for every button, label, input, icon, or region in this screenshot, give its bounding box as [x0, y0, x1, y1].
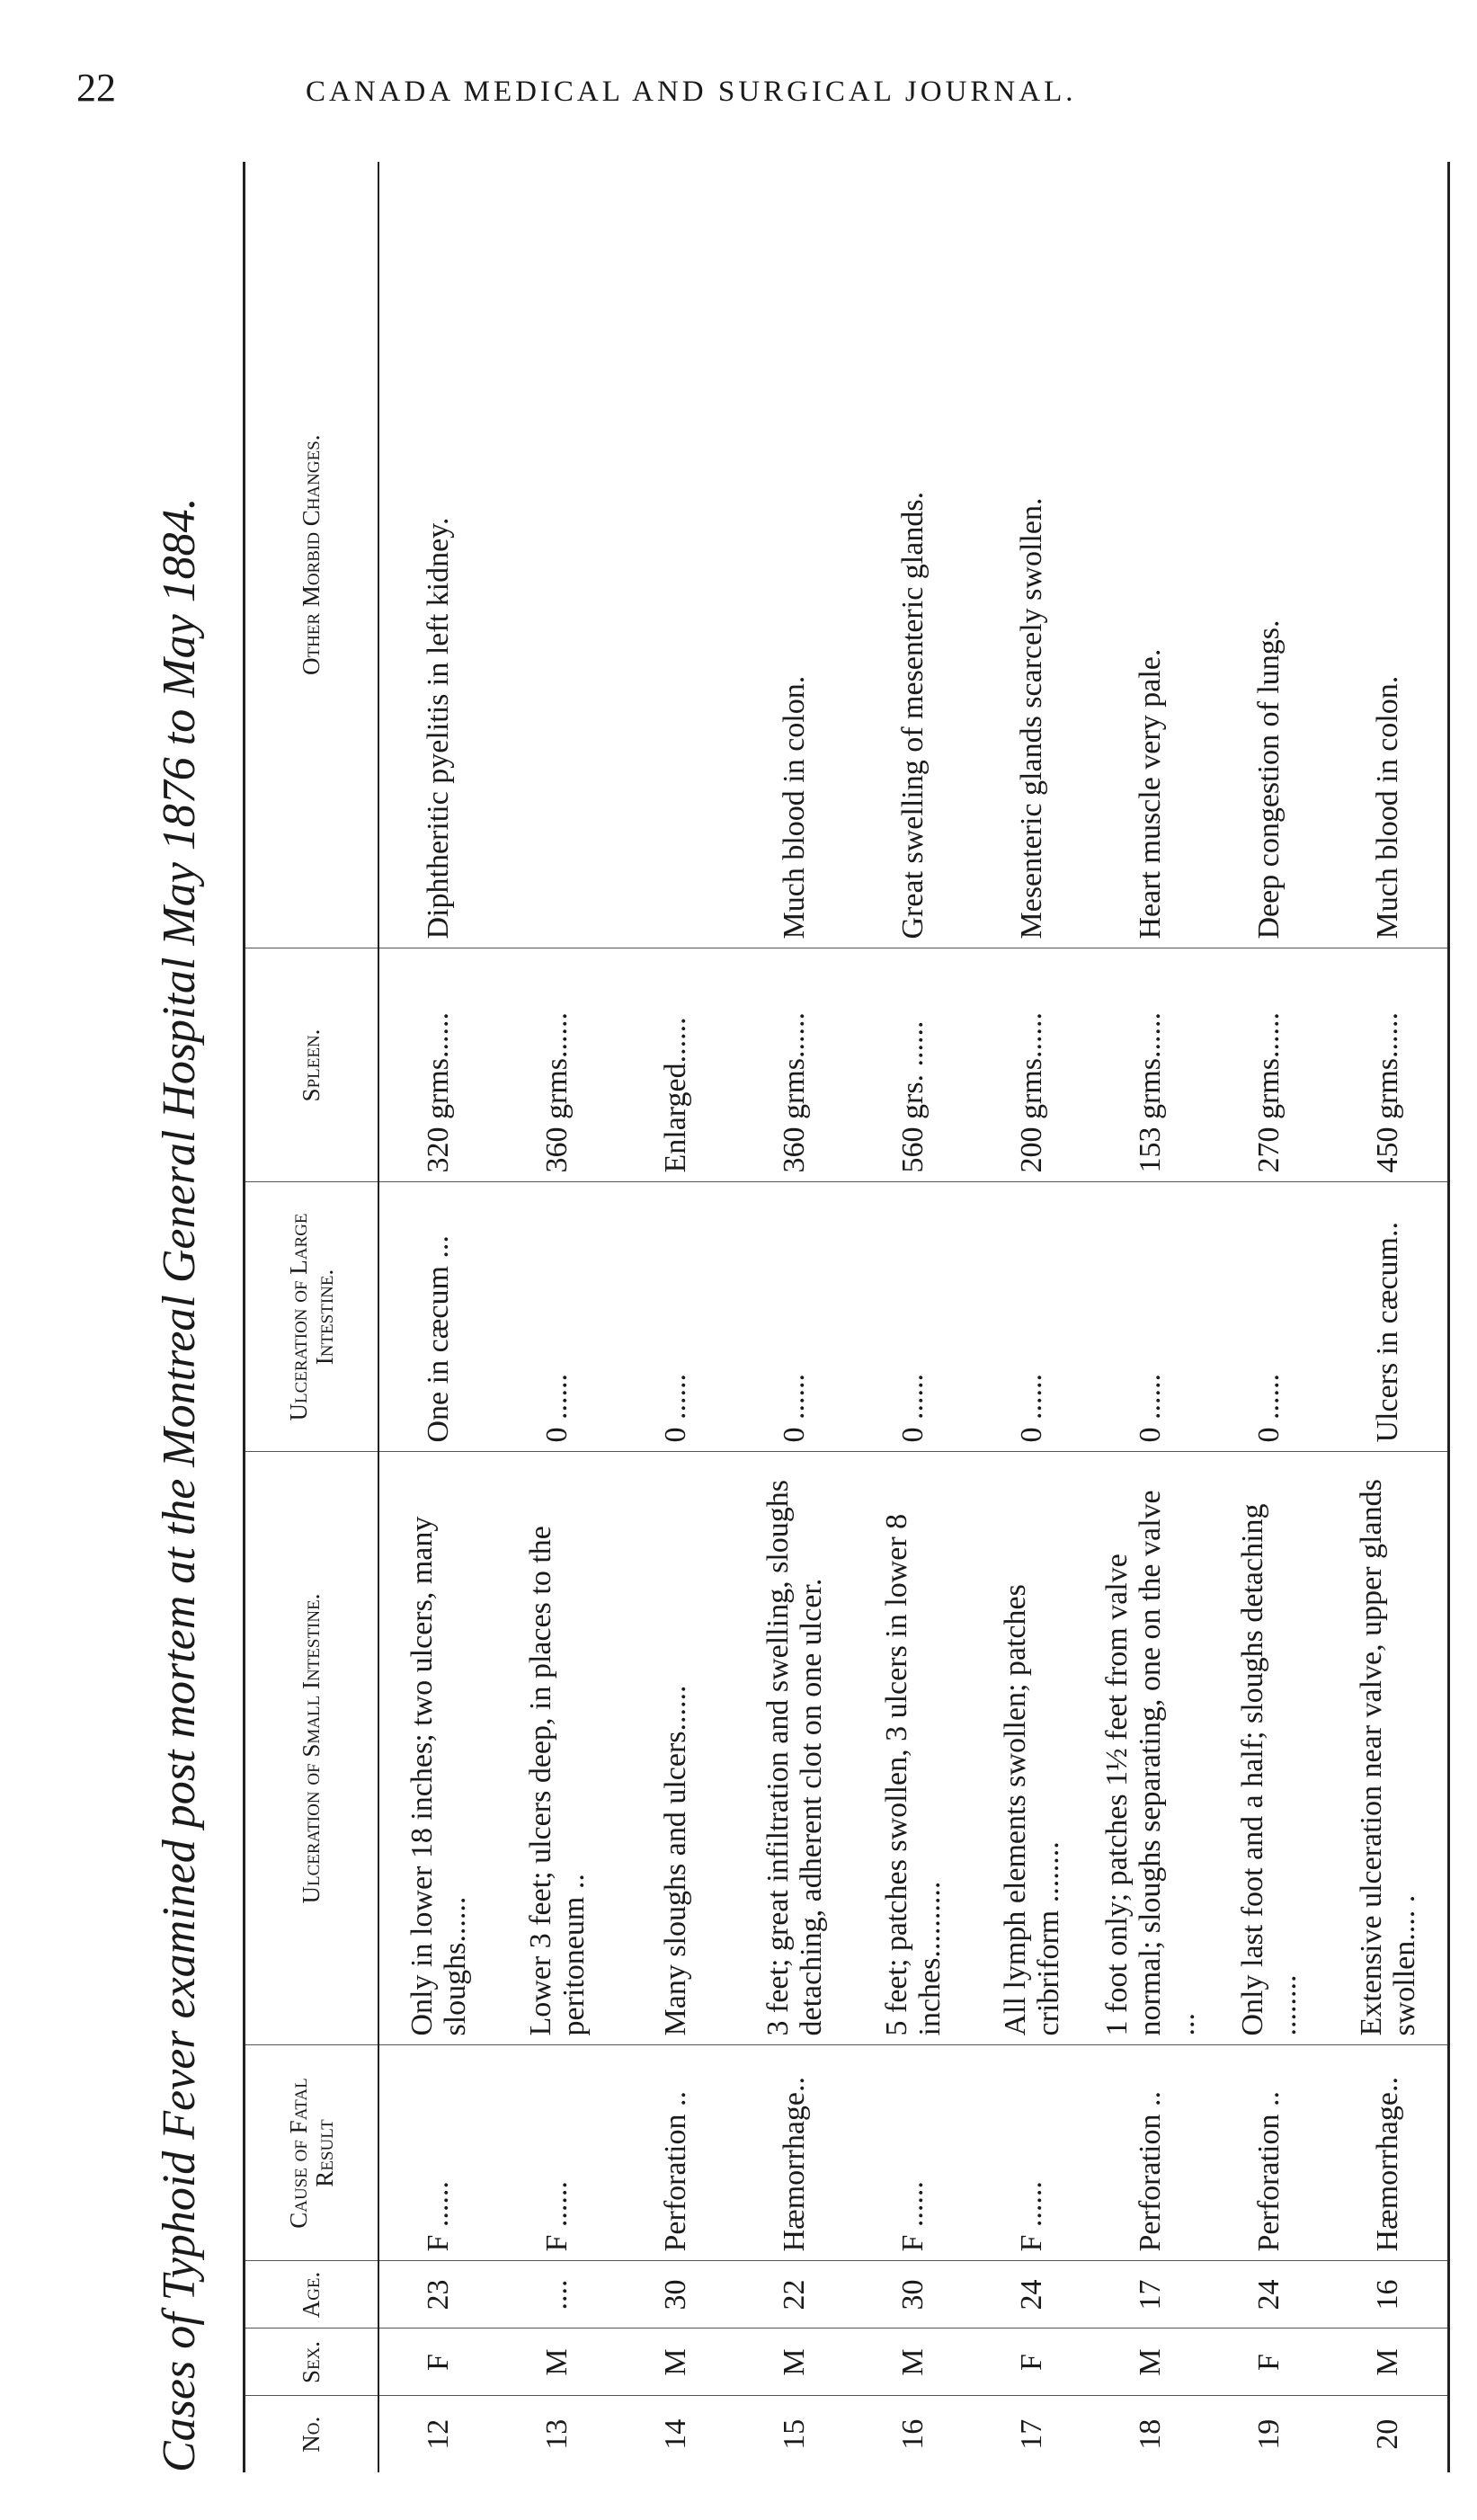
other-morbid-changes-cell: Deep congestion of lungs. [1252, 619, 1286, 939]
sex-cell: M [1329, 2329, 1449, 2396]
cause-of-fatal-result-cell: Hæmorrhage.. [735, 2045, 854, 2261]
small-intestine-ulceration-cell: 3 feet; great infiltration and swelling, sloughs detaching, adherent clot on one ulcer. [735, 1452, 854, 2045]
sex-cell: F [378, 2329, 498, 2396]
age-cell: 30 [854, 2261, 973, 2329]
case-number-cell: 16 [854, 2396, 973, 2472]
case-number-cell: 20 [1329, 2396, 1449, 2472]
column-header-small-intestine: Ulceration of Small Intestine. [245, 1452, 379, 2045]
large-intestine-ulceration-cell: One in cæcum ... [378, 1182, 498, 1452]
small-intestine-ulceration-cell: Only last foot and a half; sloughs detaching ........ [1210, 1452, 1329, 2045]
rotated-table-region [135, 162, 1421, 2472]
column-header-spleen: Spleen. [245, 948, 379, 1182]
column-header-age: Age. [245, 2261, 379, 2329]
sex-cell: M [854, 2329, 973, 2396]
typhoid-cases-table [243, 162, 1450, 2472]
age-cell: 24 [1210, 2261, 1329, 2329]
cause-of-fatal-result-cell: Hæmorrhage.. [1329, 2045, 1449, 2261]
column-header-large-intestine: Ulceration of Large Intestine. [245, 1182, 379, 1452]
table-row [617, 162, 735, 2472]
other-morbid-changes-cell: Much blood in colon. [778, 675, 812, 939]
other-morbid-changes-cell: Diphtheritic pyelitis in left kidney. [422, 517, 456, 939]
table-row [1329, 162, 1449, 2472]
spleen-cell: Enlarged...... [617, 948, 735, 1182]
table-row [854, 162, 973, 2472]
large-intestine-ulceration-cell: Ulcers in cæcum.. [1329, 1182, 1449, 1452]
case-number-cell: 12 [378, 2396, 498, 2472]
spleen-cell: 270 grms...... [1210, 948, 1329, 1182]
large-intestine-ulceration-cell: 0 ...... [1210, 1182, 1329, 1452]
case-number-cell: 19 [1210, 2396, 1329, 2472]
small-intestine-ulceration-cell: Many sloughs and ulcers...... [617, 1452, 735, 2045]
spleen-cell: 153 grms...... [1091, 948, 1210, 1182]
small-intestine-ulceration-cell: All lymph elements swollen; patches cribriform ........ [973, 1452, 1091, 2045]
table-row [973, 162, 1091, 2472]
age-cell: 17 [1091, 2261, 1210, 2329]
other-morbid-changes-cell: Great swelling of mesenteric glands. [896, 491, 930, 939]
table-row [378, 162, 498, 2472]
cause-of-fatal-result-cell: Perforation .. [617, 2045, 735, 2261]
table-row [1091, 162, 1210, 2472]
large-intestine-ulceration-cell: 0 ...... [617, 1182, 735, 1452]
case-number-cell: 18 [1091, 2396, 1210, 2472]
cause-of-fatal-result-cell: Perforation .. [1091, 2045, 1210, 2261]
spleen-cell: 360 grms...... [735, 948, 854, 1182]
spleen-cell: 200 grms...... [973, 948, 1091, 1182]
cause-of-fatal-result-cell: F ...... [378, 2045, 498, 2261]
small-intestine-ulceration-cell: Only in lower 18 inches; two ulcers, many sloughs...... [378, 1452, 498, 2045]
cause-of-fatal-result-cell: F ...... [854, 2045, 973, 2261]
header-row [245, 162, 379, 2472]
cause-of-fatal-result-cell: Perforation .. [1210, 2045, 1329, 2261]
table-body [378, 162, 1449, 2472]
table-row [735, 162, 854, 2472]
journal-title: CANADA MEDICAL AND SURGICAL JOURNAL. [306, 76, 1077, 108]
large-intestine-ulceration-cell: 0 ...... [854, 1182, 973, 1452]
small-intestine-ulceration-cell: 5 feet; patches swollen, 3 ulcers in lower 8 inches.......... [854, 1452, 973, 2045]
age-cell: .... [498, 2261, 617, 2329]
cause-of-fatal-result-cell: F ...... [498, 2045, 617, 2261]
spleen-cell: 560 grs. ...... [854, 948, 973, 1182]
large-intestine-ulceration-cell: 0 ...... [735, 1182, 854, 1452]
table-caption: Cases of Typhoid Fever examined post mortem at the Montreal General Hospital May 1876 to May 1884. [154, 497, 205, 2472]
table-header [245, 162, 379, 2472]
small-intestine-ulceration-cell: Lower 3 feet; ulcers deep, in places to the peritoneum .. [498, 1452, 617, 2045]
sex-cell: M [1091, 2329, 1210, 2396]
sex-cell: M [498, 2329, 617, 2396]
table-row [498, 162, 617, 2472]
other-morbid-changes-cell [498, 162, 617, 948]
age-cell: 22 [735, 2261, 854, 2329]
other-morbid-changes-cell: Much blood in colon. [1371, 675, 1405, 939]
column-header-no: No. [245, 2396, 379, 2472]
sex-cell: F [1210, 2329, 1329, 2396]
other-morbid-changes-cell: Mesenteric glands scarcely swollen. [1015, 497, 1049, 939]
cause-of-fatal-result-cell: F ...... [973, 2045, 1091, 2261]
sex-cell: M [617, 2329, 735, 2396]
case-number-cell: 14 [617, 2396, 735, 2472]
large-intestine-ulceration-cell: 0 ...... [973, 1182, 1091, 1452]
case-number-cell: 15 [735, 2396, 854, 2472]
spleen-cell: 360 grms...... [498, 948, 617, 1182]
spleen-cell: 450 grms...... [1329, 948, 1449, 1182]
sex-cell: M [735, 2329, 854, 2396]
column-header-cause: Cause of Fatal Result [245, 2045, 379, 2261]
column-header-sex: Sex. [245, 2329, 379, 2396]
age-cell: 30 [617, 2261, 735, 2329]
column-header-other-changes: Other Morbid Changes. [245, 162, 379, 948]
small-intestine-ulceration-cell: Extensive ulceration near valve, upper glands swollen.... . [1329, 1452, 1449, 2045]
case-number-cell: 13 [498, 2396, 617, 2472]
age-cell: 24 [973, 2261, 1091, 2329]
page-number: 22 [76, 66, 116, 110]
other-morbid-changes-cell [617, 162, 735, 948]
small-intestine-ulceration-cell: 1 foot only; patches 1½ feet from valve normal; sloughs separating, one on the valve ... [1091, 1452, 1210, 2045]
age-cell: 16 [1329, 2261, 1449, 2329]
large-intestine-ulceration-cell: 0 ...... [1091, 1182, 1210, 1452]
spleen-cell: 320 grms...... [378, 948, 498, 1182]
case-number-cell: 17 [973, 2396, 1091, 2472]
large-intestine-ulceration-cell: 0 ...... [498, 1182, 617, 1452]
other-morbid-changes-cell: Heart muscle very pale. [1134, 648, 1168, 939]
sex-cell: F [973, 2329, 1091, 2396]
age-cell: 23 [378, 2261, 498, 2329]
table-row [1210, 162, 1329, 2472]
